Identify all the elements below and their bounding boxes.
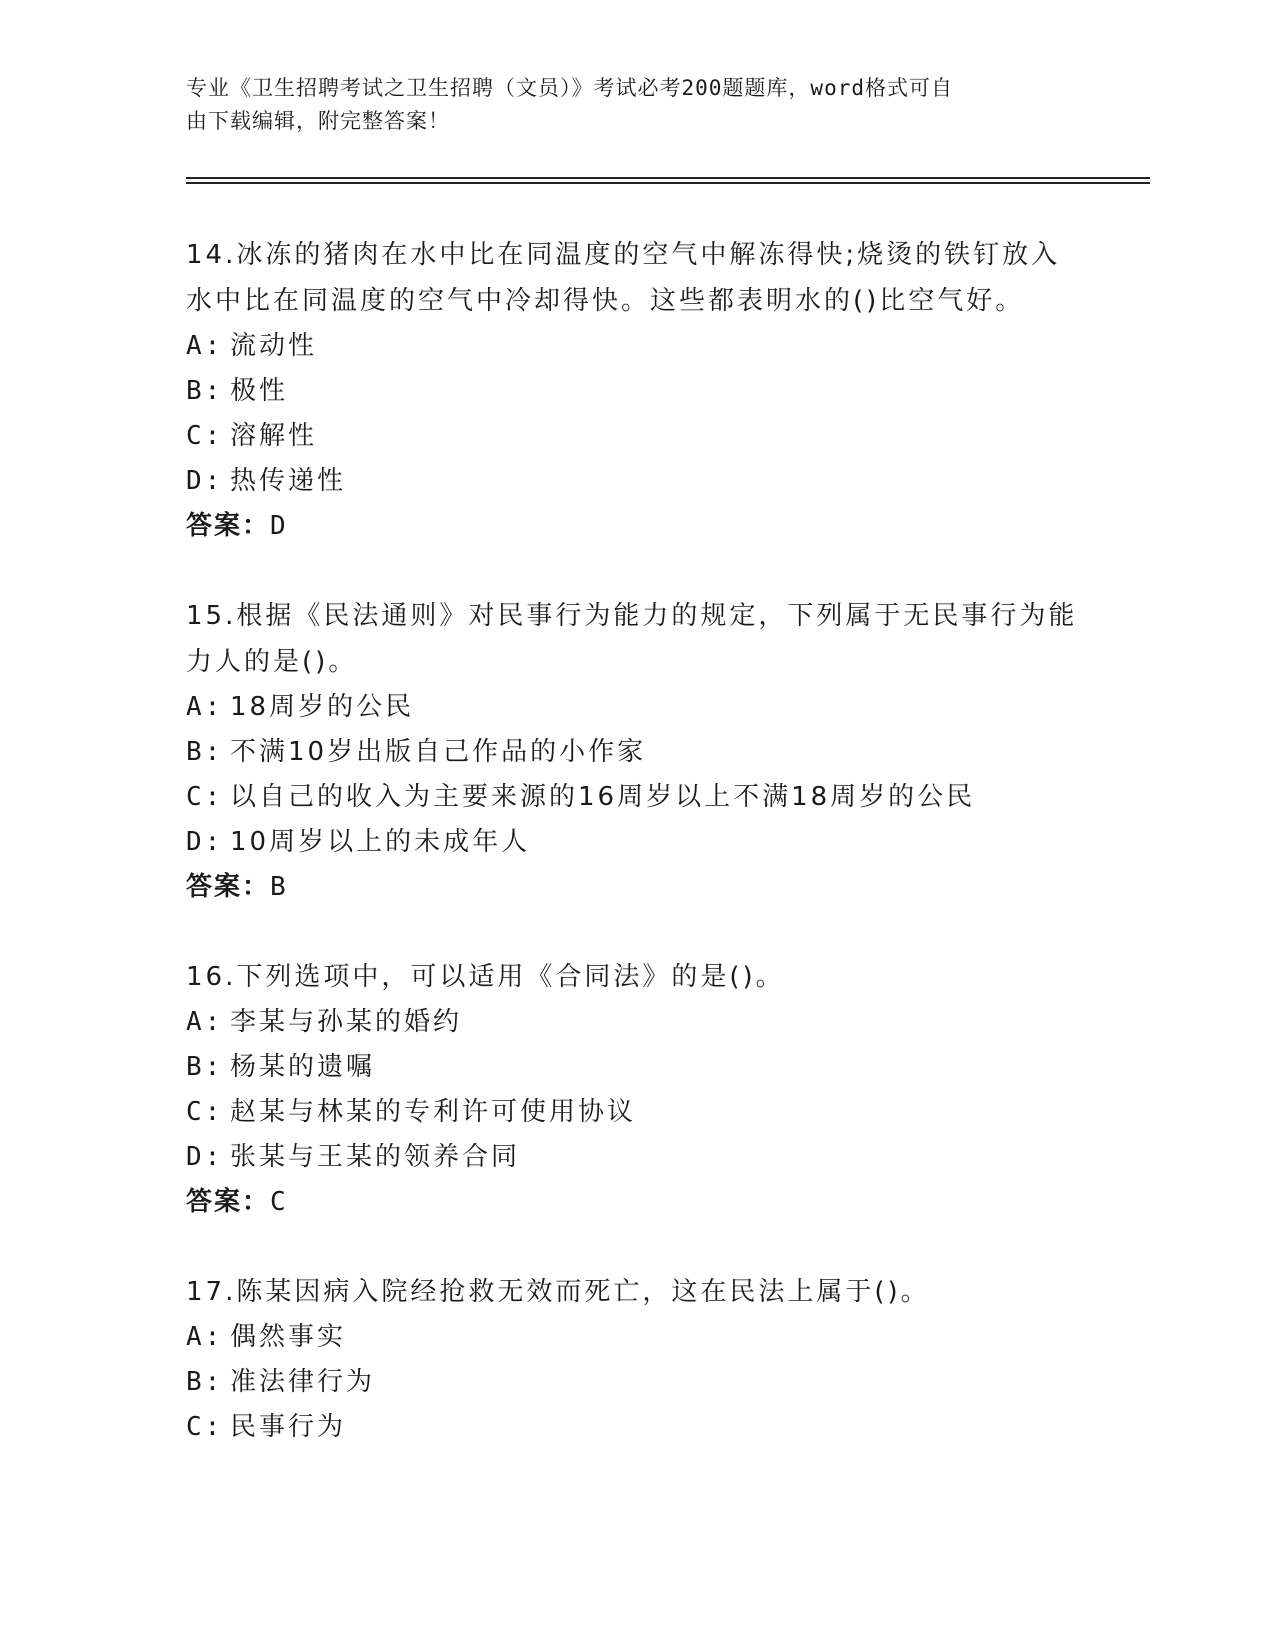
option-key: C:	[186, 1097, 224, 1127]
answer-label: 答案：	[186, 872, 271, 902]
option-c	[186, 1405, 1086, 1450]
option-a	[186, 685, 1086, 730]
option-key: A:	[186, 331, 224, 361]
option-key: A:	[186, 1322, 224, 1352]
option-c	[186, 414, 1086, 459]
option-text: 民事行为	[230, 1412, 347, 1442]
document-header	[186, 72, 1066, 138]
option-a	[186, 1315, 1086, 1360]
option-b	[186, 1045, 1086, 1090]
option-text: 准法律行为	[230, 1367, 376, 1397]
option-text: 李某与孙某的婚约	[230, 1007, 463, 1037]
option-key: B:	[186, 1367, 224, 1397]
option-a	[186, 1000, 1086, 1045]
option-text: 极性	[230, 376, 289, 406]
option-c	[186, 775, 1086, 820]
option-key: D:	[186, 466, 224, 496]
option-b	[186, 1360, 1086, 1405]
option-text: 溶解性	[230, 421, 318, 451]
option-d	[186, 459, 1086, 504]
option-text: 10周岁以上的未成年人	[230, 827, 531, 857]
option-text: 赵某与林某的专利许可使用协议	[230, 1097, 637, 1127]
answer-line	[186, 504, 1086, 549]
answer-label: 答案：	[186, 1187, 271, 1217]
question-17	[186, 1269, 1086, 1450]
option-b	[186, 369, 1086, 414]
header-line-1: 专业《卫生招聘考试之卫生招聘（文员）》考试必考200题题库，word格式可自	[186, 76, 953, 100]
question-text: 16.下列选项中，可以适用《合同法》的是()。	[186, 962, 785, 992]
option-text: 张某与王某的领养合同	[230, 1142, 521, 1172]
answer-value: C	[270, 1187, 288, 1217]
question-text: 15.根据《民法通则》对民事行为能力的规定，下列属于无民事行为能力人的是()。	[186, 601, 1078, 677]
option-key: B:	[186, 376, 224, 406]
option-text: 18周岁的公民	[230, 692, 415, 722]
option-b	[186, 730, 1086, 775]
answer-value: D	[270, 511, 288, 541]
option-a	[186, 324, 1086, 369]
question-14	[186, 232, 1086, 549]
option-d	[186, 1135, 1086, 1180]
option-key: A:	[186, 1007, 224, 1037]
option-key: D:	[186, 827, 224, 857]
header-line-2: 由下载编辑，附完整答案！	[186, 109, 450, 133]
option-c	[186, 1090, 1086, 1135]
question-text: 17.陈某因病入院经抢救无效而死亡，这在民法上属于()。	[186, 1277, 930, 1307]
option-key: D:	[186, 1142, 224, 1172]
answer-value: B	[270, 872, 288, 902]
option-key: B:	[186, 1052, 224, 1082]
answer-label: 答案：	[186, 511, 271, 541]
option-text: 以自己的收入为主要来源的16周岁以上不满18周岁的公民	[230, 782, 976, 812]
option-text: 不满10岁出版自己作品的小作家	[230, 737, 647, 767]
option-d	[186, 820, 1086, 865]
option-text: 热传递性	[230, 466, 347, 496]
option-key: C:	[186, 421, 224, 451]
answer-line	[186, 1180, 1086, 1225]
question-list	[186, 232, 1086, 1494]
option-key: C:	[186, 1412, 224, 1442]
option-text: 偶然事实	[230, 1322, 347, 1352]
question-text: 14.冰冻的猪肉在水中比在同温度的空气中解冻得快;烧烫的铁钉放入水中比在同温度的空气中冷却得快。这些都表明水的()比空气好。	[186, 240, 1061, 316]
answer-line	[186, 865, 1086, 910]
option-text: 杨某的遗嘱	[230, 1052, 376, 1082]
option-text: 流动性	[230, 331, 318, 361]
header-divider-bottom	[186, 182, 1150, 184]
option-key: B:	[186, 737, 224, 767]
option-key: C:	[186, 782, 224, 812]
option-key: A:	[186, 692, 224, 722]
question-16	[186, 954, 1086, 1225]
question-15	[186, 593, 1086, 910]
header-divider-top	[186, 177, 1150, 179]
